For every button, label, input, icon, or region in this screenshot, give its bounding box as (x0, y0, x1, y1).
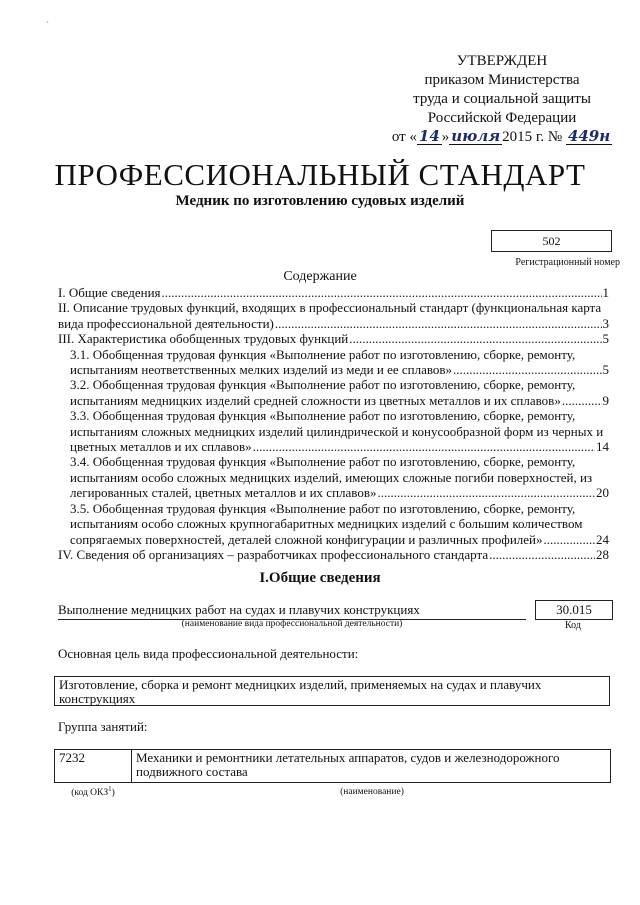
activity-code-box: 30.015 (535, 600, 613, 620)
toc-entry (58, 547, 609, 562)
goal-box: Изготовление, сборка и ремонт медницких изделий, применяемых на судах и плавучих конструкциях (54, 676, 610, 706)
toc-heading: Содержание (283, 269, 357, 284)
toc-page-number: 20 (596, 485, 609, 501)
approval-line: труда и социальной защиты (413, 91, 591, 107)
toc-entry-text: 3.5. Обобщенная трудовая функция «Выполнение работ по изготовлению, сборке, ремонту, (70, 500, 576, 516)
group-label: Группа занятий: (58, 719, 148, 734)
toc-page-number: 3 (602, 315, 609, 331)
table-of-contents (58, 285, 609, 562)
toc-leader-dots (562, 393, 602, 408)
toc-leader-dots (349, 331, 601, 346)
approval-line: Российской Федерации (427, 110, 577, 126)
toc-entry-text: 3.3. Обобщенная трудовая функция «Выполнение работ по изготовлению, сборке, ремонту, (70, 408, 576, 424)
toc-entry-text: 3.1. Обобщенная трудовая функция «Выполнение работ по изготовлению, сборке, ремонту, (70, 346, 576, 362)
approval-date-line: от « 14 » июля 2015 г. № 449н (391, 127, 611, 145)
toc-entry-text: 3.2. Обобщенная трудовая функция «Выполнение работ по изготовлению, сборке, ремонту, (70, 377, 576, 393)
toc-entry-text: цветных металлов и их сплавов» (70, 439, 252, 455)
handwritten-month: июля (451, 127, 501, 145)
goal-label: Основная цель вида профессиональной деятельности: (58, 646, 359, 661)
document-subtitle: Медник по изготовлению судовых изделий (175, 193, 465, 209)
document-title: ПРОФЕССИОНАЛЬНЫЙ СТАНДАРТ (54, 157, 586, 192)
toc-entry (58, 501, 609, 547)
toc-page-number: 28 (596, 546, 609, 562)
toc-entry-text: испытаниям неответственных мелких изделий из меди и ее сплавов» (70, 362, 453, 378)
toc-entry (58, 454, 609, 500)
registration-number-caption: Регистрационный номер (515, 257, 620, 268)
group-code-cell: 7232 (55, 750, 132, 783)
okz-code-caption: (код ОКЗ$^1$) (71, 785, 115, 799)
toc-entry-text: сопрягаемых поверхностей, деталей сложной конфигурации и различных профилей» (70, 531, 543, 547)
approval-line: приказом Министерства (424, 72, 580, 88)
toc-leader-dots (489, 547, 595, 562)
toc-entry (58, 300, 609, 331)
approval-heading: УТВЕРЖДЕН (456, 53, 548, 69)
toc-entry-text: испытаниям медницких изделий средней сложности из цветных металлов и их сплавов» (70, 392, 561, 408)
toc-entry-text: I. Общие сведения (58, 285, 161, 300)
toc-leader-dots (377, 485, 595, 500)
toc-entry-text: испытаниям сложных медницких изделий цилиндрической и конусообразной форм из черных и (70, 423, 604, 439)
toc-leader-dots (453, 362, 601, 377)
toc-leader-dots (275, 316, 602, 331)
activity-name: Выполнение медницких работ на судах и плавучих конструкциях (58, 602, 526, 620)
scan-mark: ` (46, 20, 49, 30)
toc-page-number: 24 (596, 531, 609, 547)
activity-caption: (наименование вида профессиональной деятельности) (181, 619, 403, 629)
toc-entry-text: испытаниям особо сложных крупногабаритных медницких изделий с большим количеством (70, 516, 583, 532)
occupation-name-caption: (наименование) (340, 787, 404, 797)
toc-leader-dots (253, 439, 595, 454)
toc-entry-text: III. Характеристика обобщенных трудовых функций (58, 331, 349, 347)
handwritten-day: 14 (418, 127, 440, 145)
toc-entry (58, 347, 609, 378)
toc-page-number: 1 (602, 285, 609, 300)
activity-code-caption: Код (565, 620, 581, 631)
toc-page-number: 14 (596, 439, 609, 455)
toc-page-number: 9 (602, 392, 609, 408)
registration-number-box: 502 (491, 230, 612, 252)
toc-entry-text: испытаниям особо сложных медницких изделий, имеющих сложные погиби поверхностей, из (70, 469, 593, 485)
toc-entry-text: легированных сталей, цветных металлов и их сплавов» (70, 485, 377, 501)
table-row (55, 750, 611, 783)
toc-entry-text: II. Описание трудовых функций, входящих в профессиональный стандарт (функциональная карта (58, 300, 602, 316)
handwritten-order-number: 449н (567, 127, 611, 145)
toc-entry-text: 3.4. Обобщенная трудовая функция «Выполнение работ по изготовлению, сборке, ремонту, (70, 454, 576, 470)
group-name-cell: Механики и ремонтники летательных аппаратов, судов и железнодорожного подвижного состава (132, 750, 611, 783)
toc-leader-dots (544, 532, 596, 547)
toc-entry (58, 408, 609, 454)
approval-block (384, 52, 620, 147)
toc-entry (58, 331, 609, 346)
occupation-group-table (54, 749, 611, 783)
toc-leader-dots (162, 285, 602, 300)
toc-page-number: 5 (602, 331, 609, 347)
toc-entry (58, 285, 609, 300)
toc-page-number: 5 (602, 362, 609, 378)
toc-entry-text: IV. Сведения об организациях – разработчиках профессионального стандарта (58, 546, 489, 562)
toc-entry (58, 377, 609, 408)
toc-entry-text: вида профессиональной деятельности) (58, 315, 274, 331)
section-title: I.Общие сведения (259, 570, 381, 586)
